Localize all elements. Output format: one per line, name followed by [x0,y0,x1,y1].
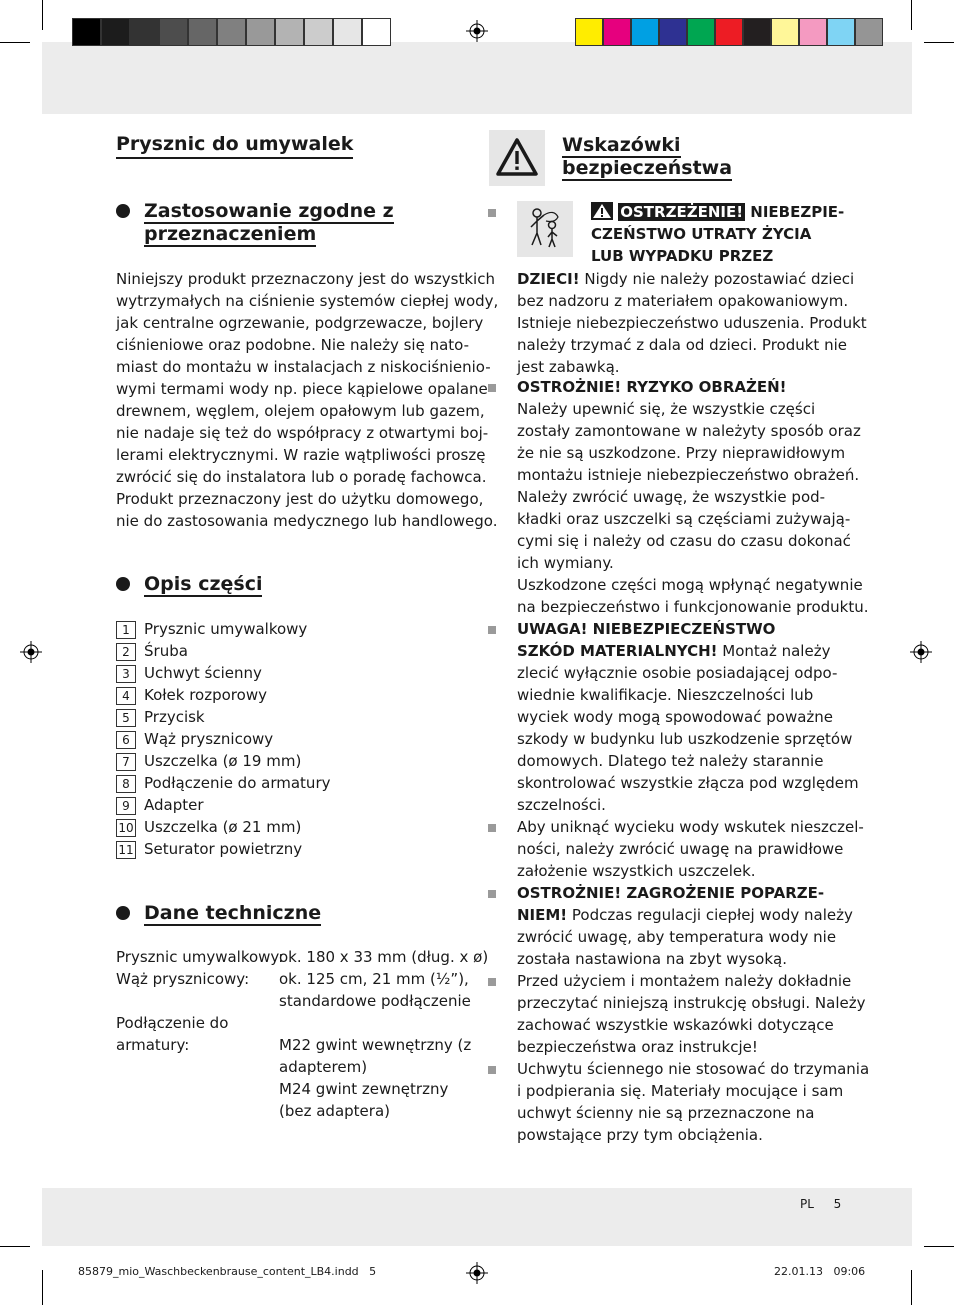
page-title: Prysznic do umywalek [116,133,353,159]
text-line: należy trzymać z dala od dzieci. Produkt nie [517,336,847,354]
plain-text: Należy zwrócić uwagę, że wszystkie pod- [517,488,826,506]
plain-text: montażu istnieje niebezpieczeństwo obrażeń. [517,466,860,484]
color-swatch [687,18,715,46]
gray-swatch [101,18,130,46]
section-heading-parts: Opis części [144,573,263,595]
text-line: wytrzymałych na ciśnienie systemów ciepłej wody, [116,292,499,310]
footer-band [42,1188,912,1246]
section-heading-tech-data: Dane techniczne [144,902,322,924]
child-warning-pictogram [517,201,573,257]
part-label: Uchwyt ścienny [144,664,262,682]
crop-mark [911,0,912,30]
part-label: Uszczelka (ø 19 mm) [144,752,302,770]
text-line [517,1036,869,1058]
spec-value: adapterem) [279,1058,368,1076]
text-line: drewnem, węglem, olejem opałowym lub gazem, [116,402,485,420]
plain-text: powstające przy tym obciążenia. [517,1126,763,1144]
color-swatch [659,18,687,46]
color-swatch [771,18,799,46]
gray-swatch [304,18,333,46]
text-line [517,1124,869,1146]
print-slug-file: 85879_mio_Waschbeckenbrause_content_LB4.indd 5 [78,1265,377,1278]
part-label: Podłączenie do armatury [144,774,331,792]
list-item [116,772,330,794]
warning-triangle-icon [489,130,545,186]
text-line: bez nadzoru z materiałem opakowaniowym. [517,292,849,310]
list-marker [488,1066,496,1074]
child-warning-text: OSTRZEŻENIE! NIEBEZPIE- CZEŃSTWO UTRATY ŻYCIA LUB WYPADKU PRZEZ [591,203,845,265]
part-number: 9 [116,797,136,815]
header-band [42,42,912,114]
plain-text: bezpieczeństwa oraz instrukcje! [517,1038,758,1056]
part-number: 8 [116,775,136,793]
list-item [116,750,330,772]
crop-mark [42,0,43,30]
text-line: nie nadaje się też do współpracy z otwartymi boj- [116,424,489,442]
child-warning-body: DZIECI! Nigdy nie należy pozostawiać dzieci bez nadzoru z materiałem opakowaniowym. Istnieje niebezpieczeństwo uduszenia. Produkt należy trzymać z dala od dzieci. Produkt nie jest zabawką. [517,270,867,376]
list-marker [488,978,496,986]
list-item [488,618,869,816]
part-label: Śruba [144,642,188,660]
text-line [517,398,869,420]
color-swatch [855,18,883,46]
text-line [517,750,869,772]
text-line: miast do montażu w instalacjach z niskociśnienio- [116,358,491,376]
bullet-dot-icon [116,577,130,591]
color-swatch [799,18,827,46]
text-line [517,904,869,926]
gray-swatch [159,18,188,46]
safety-list [488,376,869,1146]
text-line [517,882,869,904]
crop-mark [924,42,954,43]
plain-text: uchwyt ścienny nie są przeznaczone na [517,1104,815,1122]
color-swatch [631,18,659,46]
crop-mark [42,1270,43,1305]
plain-text: przeczytać niniejszą instrukcję obsługi. Należy [517,994,866,1012]
list-item [116,838,330,860]
spec-value: M24 gwint zewnętrzny [279,1080,449,1098]
part-label: Adapter [144,796,204,814]
text-line [517,926,869,948]
gray-swatch [130,18,159,46]
bold-text: NIEM! [517,906,568,924]
text-line [517,530,869,552]
part-number: 3 [116,665,136,683]
tech-data-table [116,946,489,1122]
table-row [116,1034,472,1056]
part-label: Prysznic umywalkowy [144,620,308,638]
bold-text: SZKÓD MATERIALNYCH! [517,642,718,660]
gray-swatch [275,18,304,46]
list-item [488,816,869,882]
color-swatch [743,18,771,46]
text-line [517,508,869,530]
table-row [116,1078,466,1100]
gray-swatch [217,18,246,46]
spec-value: M22 gwint wewnętrzny (z [279,1036,472,1054]
text-line [517,794,869,816]
text-line [517,574,869,596]
plain-text: Aby uniknąć wycieku wody wskutek nieszczel- [517,818,864,836]
part-number: 1 [116,621,136,639]
plain-text: wiednie kwalifikacje. Nieszczelności lub [517,686,814,704]
text-line: zwrócić się do instalatora lub o poradę fachowca. [116,468,487,486]
plain-text: szkody w budynku lub uszkodzenie sprzętów [517,730,853,748]
plain-text: szczelności. [517,796,606,814]
list-item [488,1058,869,1146]
plain-text: i podpierania się. Materiały mocujące i sam [517,1082,844,1100]
part-number: 2 [116,643,136,661]
text-line [517,816,869,838]
list-item [488,376,869,618]
table-row [116,1100,466,1122]
text-line [517,1102,869,1124]
text-line [517,640,869,662]
intended-use-text [116,268,498,532]
plain-text: na bezpieczeństwo i funkcjonowanie produktu. [517,598,869,616]
table-row [116,1012,466,1034]
spec-value: ok. 180 x 33 mm (dług. x ø) [279,948,489,966]
text-line: jak centralne ogrzewanie, podgrzewacze, bojlery [116,314,484,332]
list-item [116,816,330,838]
text-line [517,442,869,464]
text-line [517,772,869,794]
plain-text: zwrócić uwagę, aby temperatura wody nie [517,928,837,946]
print-slug-date: 22.01.13 09:06 [774,1265,866,1278]
registration-mark-icon [466,20,488,42]
part-number: 5 [116,709,136,727]
gray-swatch [246,18,275,46]
plain-text: zachować wszystkie wskazówki dotyczące [517,1016,834,1034]
plain-text: Należy upewnić się, że wszystkie części [517,400,816,418]
text-line: Produkt przeznaczony jest do użytku domowego, [116,490,484,508]
part-label: Uszczelka (ø 21 mm) [144,818,302,836]
plain-text: zlecić wyłącznie osobie posiadającej odpo- [517,664,838,682]
text-line [517,948,869,970]
part-label: Wąż prysznicowy [144,730,274,748]
list-item [116,684,330,706]
list-marker [488,384,496,392]
child-warning-icon [517,201,573,257]
text-line [517,1058,869,1080]
gray-swatch [333,18,362,46]
text-line [517,618,869,640]
part-number: 11 [116,841,136,859]
part-number: 4 [116,687,136,705]
part-label: Kołek rozporowy [144,686,267,704]
plain-text: kładki oraz uszczelki są częściami zużywają- [517,510,851,528]
plain-text: domowych. Dlatego też należy starannie [517,752,824,770]
plain-text: Uchwytu ściennego nie stosować do trzymania [517,1060,870,1078]
registration-mark-icon [910,641,932,663]
spec-key: Wąż prysznicowy: [116,970,250,988]
crop-mark [911,1270,912,1305]
text-line [517,596,869,618]
text-line [517,662,869,684]
text-line [517,706,869,728]
part-number: 6 [116,731,136,749]
spec-key: Prysznic umywalkowy: [116,948,284,966]
table-row [116,990,471,1012]
safety-heading: Wskazówki bezpieczeństwa [562,134,733,179]
plain-text: ności, należy zwrócić uwagę na prawidłowe [517,840,844,858]
bullet-dot-icon [116,906,130,920]
color-swatch [603,18,631,46]
spec-key: armatury: [116,1036,190,1054]
bold-text: OSTROŻNIE! ZAGROŻENIE POPARZE- [517,884,825,902]
text-line [517,728,869,750]
parts-list [116,618,330,860]
list-item [488,882,869,970]
part-number: 10 [116,819,136,837]
gray-swatch [362,18,391,46]
bold-text: UWAGA! NIEBEZPIECZEŃSTWO [517,620,776,638]
text-line: nie do zastosowania medycznego lub handlowego. [116,512,498,530]
text-line [517,970,869,992]
text-line [517,486,869,508]
spec-value: standardowe podłączenie [279,992,471,1010]
spec-key: Podłączenie do [116,1014,229,1032]
bold-text: OSTROŻNIE! RYZYKO OBRAŻEŃ! [517,378,787,396]
text-line: jest zabawką. [517,358,620,376]
text-line: ciśnieniowe oraz podobne. Nie należy się nato- [116,336,470,354]
color-swatch [715,18,743,46]
text-line [517,552,869,574]
list-marker [488,824,496,832]
color-swatch [827,18,855,46]
page-footer: PL 5 [800,1197,842,1211]
crop-mark [0,42,30,43]
spec-value: (bez adaptera) [279,1102,390,1120]
list-item [116,794,330,816]
plain-text: Montaż należy [717,642,831,660]
registration-mark-icon [20,641,42,663]
list-item [116,728,330,750]
plain-text: wyciek wody mogą spowodować poważne [517,708,834,726]
text-line [517,992,869,1014]
plain-text: zostały zamontowane w należyty sposób oraz [517,422,861,440]
list-marker [488,209,496,217]
text-line: Istnieje niebezpieczeństwo uduszenia. Produkt [517,314,867,332]
color-swatch [575,18,603,46]
plain-text: Uszkodzone części mogą wpłynąć negatywnie [517,576,863,594]
list-marker [488,890,496,898]
table-row [116,946,489,968]
small-warning-triangle-icon [591,202,613,220]
list-item [116,706,330,728]
plain-text: skontrolować wszystkie złącza pod względem [517,774,859,792]
list-marker [488,626,496,634]
plain-text: że nie są uszkodzone. Przy nieprawidłowym [517,444,846,462]
list-item [116,618,330,640]
plain-text: cymi się i należy od czasu do czasu dokonać [517,532,851,550]
crop-mark [924,1246,954,1247]
plain-text: Przed użyciem i montażem należy dokładnie [517,972,852,990]
text-line [517,420,869,442]
warning-triangle-box [489,130,545,186]
list-item [116,662,330,684]
text-line [517,684,869,706]
plain-text: założenie wszystkich uszczelek. [517,862,756,880]
list-item [488,970,869,1058]
plain-text: ich wymiany. [517,554,614,572]
part-number: 7 [116,753,136,771]
text-line [517,376,869,398]
gray-swatch [188,18,217,46]
registration-mark-icon [466,1262,488,1284]
part-label: Przycisk [144,708,205,726]
plain-text: została nastawiona na zbyt wysoką. [517,950,787,968]
text-line [517,1080,869,1102]
text-line: wymi termami wody np. piece kąpielowe opalane [116,380,488,398]
part-label: Seturator powietrzny [144,840,303,858]
list-item [116,640,330,662]
section-heading-intended-use: Zastosowanie zgodne z przeznaczeniem [144,200,394,245]
table-row [116,1056,466,1078]
table-row [116,968,469,990]
plain-text: Podczas regulacji ciepłej wody należy [567,906,853,924]
gray-swatch [72,18,101,46]
text-line [517,860,869,882]
bullet-dot-icon [116,204,130,218]
text-line [517,1014,869,1036]
spec-value: ok. 125 cm, 21 mm (½”), [279,970,469,988]
text-line [517,838,869,860]
warning-badge: OSTRZEŻENIE! [620,203,744,221]
crop-mark [0,1246,30,1247]
text-line: Niniejszy produkt przeznaczony jest do wszystkich [116,270,495,288]
text-line: lerami elektrycznymi. W razie wątpliwości proszę [116,446,486,464]
text-line [517,464,869,486]
